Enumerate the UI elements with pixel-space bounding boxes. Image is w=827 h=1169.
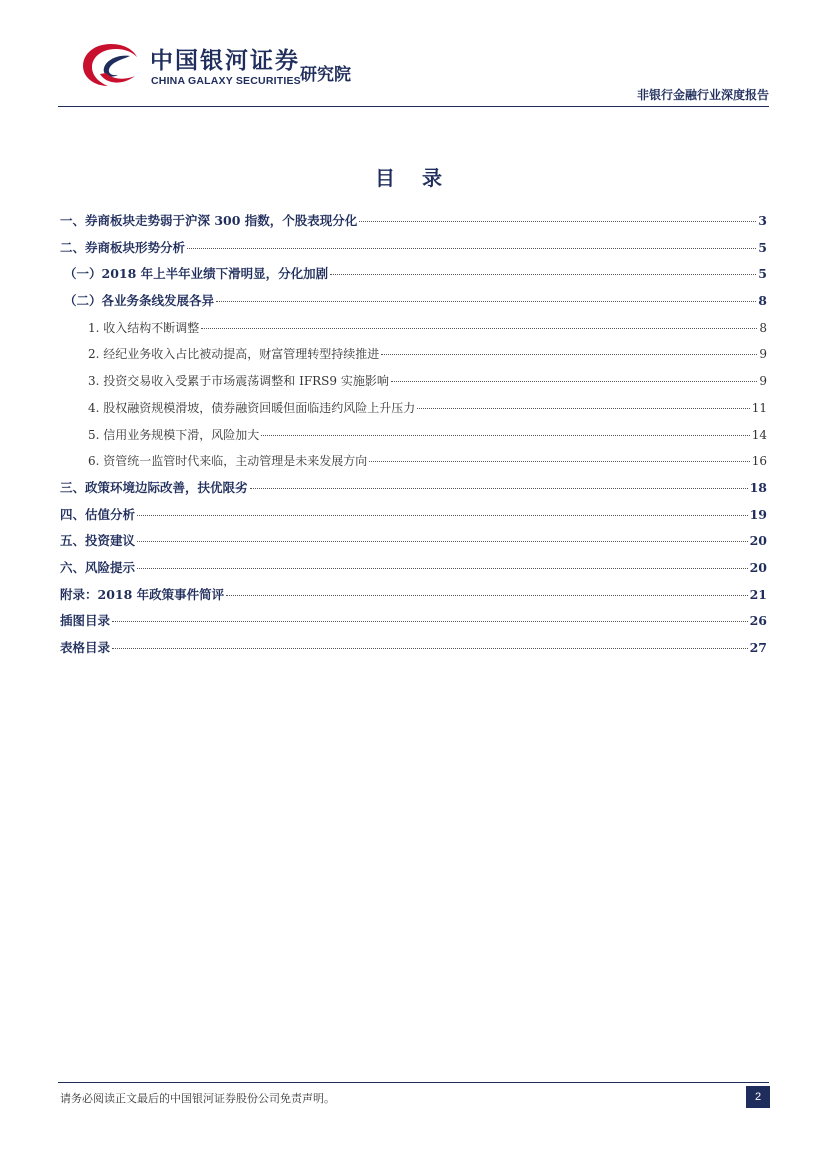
toc-entry-label: （二）各业务条线发展各异 xyxy=(64,293,215,309)
toc-entry-page: 8 xyxy=(758,293,767,309)
toc-leader-dots xyxy=(112,621,748,622)
toc-entry[interactable] xyxy=(60,582,767,609)
toc-entry[interactable] xyxy=(60,395,767,422)
toc-entry[interactable] xyxy=(60,422,767,449)
toc-entry-page: 27 xyxy=(749,640,767,655)
disclaimer-note: 请务必阅读正文最后的中国银河证券股份公司免责声明。 xyxy=(60,1092,335,1105)
brand-name-en: CHINA GALAXY SECURITIES xyxy=(151,75,301,87)
toc-entry[interactable] xyxy=(60,448,767,475)
header-divider xyxy=(58,106,769,107)
toc-entry[interactable] xyxy=(60,475,767,502)
toc-entry-page: 5 xyxy=(758,266,767,282)
toc-leader-dots xyxy=(359,221,756,222)
toc-leader-dots xyxy=(137,515,748,516)
toc-entry-page: 8 xyxy=(759,320,767,335)
toc-entry[interactable] xyxy=(60,288,767,315)
toc-list xyxy=(60,208,767,662)
toc-entry-label: 表格目录 xyxy=(60,640,111,655)
toc-entry-page: 26 xyxy=(749,613,767,629)
page-number: 2 xyxy=(746,1086,770,1108)
toc-entry-page: 21 xyxy=(749,586,767,602)
toc-entry-label: 5. 信用业务规模下滑，风险加大 xyxy=(88,427,260,442)
toc-entry-label: 二、券商板块形势分析 xyxy=(60,239,186,255)
toc-entry-label: 四、估值分析 xyxy=(60,506,136,522)
toc-entry-label: 三、政策环境边际改善，扶优限劣 xyxy=(60,479,248,495)
toc-entry-label: 4. 股权融资规模滑坡，债券融资回暖但面临违约风险上升压力 xyxy=(88,400,416,415)
page-header xyxy=(0,0,827,110)
toc-entry[interactable] xyxy=(60,502,767,529)
footer-divider xyxy=(58,1082,769,1083)
toc-entry-page: 14 xyxy=(751,427,767,442)
toc-entry-page: 16 xyxy=(751,454,767,469)
toc-entry[interactable] xyxy=(60,261,767,288)
toc-entry-label: 3. 投资交易收入受累于市场震荡调整和 IFRS9 实施影响 xyxy=(88,374,389,389)
toc-leader-dots xyxy=(391,381,758,382)
toc-entry-label: 六、风险提示 xyxy=(60,559,136,575)
toc-entry-label: 6. 资管统一监管时代来临，主动管理是未来发展方向 xyxy=(88,454,368,469)
toc-entry[interactable] xyxy=(60,235,767,262)
toc-entry-page: 11 xyxy=(751,400,767,415)
toc-entry-page: 19 xyxy=(749,506,767,522)
toc-entry-label: 插图目录 xyxy=(60,613,111,629)
toc-entry-label: （一）2018 年上半年业绩下滑明显，分化加剧 xyxy=(64,266,329,282)
toc-leader-dots xyxy=(261,435,749,436)
toc-leader-dots xyxy=(417,408,749,409)
toc-entry[interactable] xyxy=(60,635,767,662)
toc-entry[interactable] xyxy=(60,368,767,395)
toc-entry-label: 五、投资建议 xyxy=(60,533,136,549)
report-type-label: 非银行金融行业深度报告 xyxy=(636,88,769,102)
toc-entry-page: 9 xyxy=(759,347,767,362)
toc-entry-label: 1. 收入结构不断调整 xyxy=(88,320,200,335)
toc-entry-label: 2. 经纪业务收入占比被动提高，财富管理转型持续推进 xyxy=(88,347,380,362)
toc-entry[interactable] xyxy=(60,315,767,342)
toc-entry[interactable] xyxy=(60,608,767,635)
toc-leader-dots xyxy=(369,461,749,462)
toc-entry-label: 一、券商板块走势弱于沪深 300 指数，个股表现分化 xyxy=(60,213,358,228)
toc-entry-page: 20 xyxy=(749,559,767,575)
brand-name-cn: 中国银河证券 xyxy=(150,48,300,74)
toc-entry-page: 9 xyxy=(759,374,767,389)
galaxy-logo-icon xyxy=(80,40,142,90)
toc-leader-dots xyxy=(201,328,757,329)
institute-label: 研究院 xyxy=(300,65,351,85)
toc-entry[interactable] xyxy=(60,528,767,555)
toc-leader-dots xyxy=(137,541,748,542)
toc-leader-dots xyxy=(137,568,748,569)
toc-entry-page: 5 xyxy=(758,239,767,255)
toc-entry[interactable] xyxy=(60,208,767,235)
toc-leader-dots xyxy=(381,354,757,355)
toc-leader-dots xyxy=(250,488,748,489)
toc-entry-page: 18 xyxy=(749,479,767,495)
toc-entry[interactable] xyxy=(60,341,767,368)
toc-entry-page: 20 xyxy=(749,533,767,549)
toc-leader-dots xyxy=(187,248,756,249)
toc-entry[interactable] xyxy=(60,555,767,582)
toc-leader-dots xyxy=(216,301,756,302)
toc-entry-label: 附录：2018 年政策事件简评 xyxy=(60,586,225,602)
toc-leader-dots xyxy=(330,274,756,275)
toc-title: 目 录 xyxy=(375,166,452,190)
toc-leader-dots xyxy=(226,595,747,596)
toc-leader-dots xyxy=(112,648,748,649)
toc-entry-page: 3 xyxy=(758,213,767,228)
